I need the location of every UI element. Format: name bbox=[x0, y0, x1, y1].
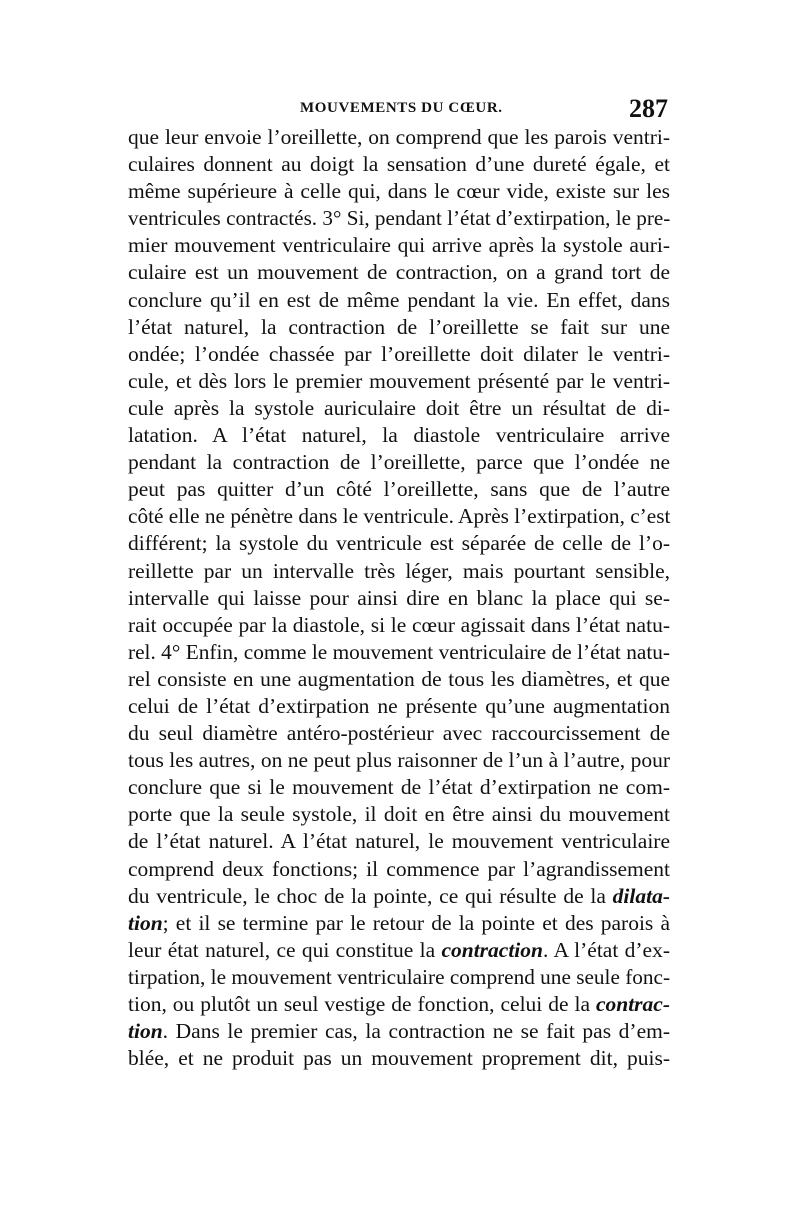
text-segment: différent; la systole du ventricule est séparée de celle de l’o- bbox=[128, 531, 670, 556]
text-line bbox=[128, 341, 670, 368]
text-segment: du ventricule, le choc de la pointe, ce qui résulte de la bbox=[128, 883, 613, 908]
text-segment: reillette par un intervalle très léger, mais pourtant sensible, bbox=[128, 558, 670, 583]
text-line bbox=[128, 828, 670, 855]
text-segment: porte que la seule systole, il doit en être ainsi du mouvement bbox=[128, 802, 670, 827]
text-line bbox=[128, 666, 670, 693]
running-title: MOUVEMENTS DU CŒUR. bbox=[300, 100, 503, 116]
text-line bbox=[128, 368, 670, 395]
text-segment: ventricules contractés. 3° Si, pendant l’état d’extirpation, le pre- bbox=[128, 206, 671, 231]
text-segment: culaire est un mouvement de contraction, on a grand tort de bbox=[128, 260, 670, 285]
text-segment: de l’état naturel. A l’état naturel, le mouvement ventriculaire bbox=[128, 829, 670, 854]
text-line bbox=[128, 720, 670, 747]
text-line bbox=[128, 259, 670, 286]
text-segment: rel. 4° Enfin, comme le mouvement ventriculaire de l’état natu- bbox=[128, 639, 671, 664]
text-segment: du seul diamètre antéro-postérieur avec raccourcissement de bbox=[128, 721, 670, 746]
text-line bbox=[128, 612, 670, 639]
text-line bbox=[128, 178, 670, 205]
text-line bbox=[128, 801, 670, 828]
text-segment: culaires donnent au doigt la sensation d’une dureté égale, et bbox=[128, 152, 670, 177]
text-line bbox=[128, 314, 670, 341]
text-segment: blée, et ne produit pas un mouvement proprement dit, puis- bbox=[128, 1046, 670, 1071]
text-segment: cule après la systole auriculaire doit être un résultat de di- bbox=[128, 395, 670, 420]
text-segment: ondée; l’ondée chassée par l’oreillette doit dilater le ventri- bbox=[128, 341, 670, 366]
text-line bbox=[128, 124, 670, 151]
text-segment: tous les autres, on ne peut plus raisonner de l’un à l’autre, pour bbox=[128, 748, 670, 773]
text-segment: côté elle ne pénètre dans le ventricule. Après l’extirpation, c’est bbox=[128, 504, 671, 529]
italic-term: contrac- bbox=[595, 992, 670, 1016]
text-line bbox=[128, 449, 670, 476]
text-line bbox=[128, 395, 670, 422]
text-segment: tion, ou plutôt un seul vestige de fonction, celui de la bbox=[128, 992, 596, 1016]
text-segment: comprend deux fonctions; il commence par l’agrandissement bbox=[128, 856, 670, 881]
text-line bbox=[128, 1045, 670, 1072]
text-line bbox=[128, 910, 670, 937]
text-line bbox=[128, 530, 670, 557]
page-number: 287 bbox=[629, 94, 668, 123]
text-segment: intervalle qui laisse pour ainsi dire en blanc la place qui se- bbox=[128, 585, 670, 610]
text-segment: tirpation, le mouvement ventriculaire comprend une seule fonc- bbox=[128, 964, 671, 989]
text-segment: peut pas quitter d’un côté l’oreillette, sans que de l’autre bbox=[128, 477, 670, 502]
text-segment: . Dans le premier cas, la contraction ne se fait pas d’em- bbox=[162, 1019, 670, 1044]
text-line bbox=[128, 585, 670, 612]
text-segment: l’état naturel, la contraction de l’oreillette se fait sur une bbox=[128, 314, 670, 339]
text-segment: mier mouvement ventriculaire qui arrive après la systole auri- bbox=[128, 233, 670, 258]
text-line bbox=[128, 151, 670, 178]
text-segment: leur état naturel, ce qui constitue la bbox=[128, 937, 442, 962]
text-segment: celui de l’état d’extirpation ne présente qu’une augmentation bbox=[128, 693, 670, 718]
text-line bbox=[128, 991, 670, 1018]
text-line bbox=[128, 503, 670, 530]
text-line bbox=[128, 205, 670, 232]
text-segment: . A l’état d’ex- bbox=[542, 937, 670, 962]
text-line bbox=[128, 639, 670, 666]
text-line bbox=[128, 558, 670, 585]
text-line bbox=[128, 856, 670, 883]
text-line bbox=[128, 476, 670, 503]
text-line bbox=[128, 747, 670, 774]
body-text bbox=[128, 124, 670, 1072]
text-segment: même supérieure à celle qui, dans le cœur vide, existe sur les bbox=[128, 179, 670, 204]
text-segment: rel consiste en une augmentation de tous les diamètres, et que bbox=[128, 666, 670, 691]
text-line bbox=[128, 964, 670, 991]
text-line bbox=[128, 883, 670, 910]
text-segment: conclure qu’il en est de même pendant la vie. En effet, dans bbox=[128, 287, 670, 312]
text-line bbox=[128, 937, 670, 964]
text-line bbox=[128, 693, 670, 720]
text-segment: que leur envoie l’oreillette, on comprend que les parois ventri- bbox=[128, 125, 670, 149]
text-segment: latation. A l’état naturel, la diastole ventriculaire arrive bbox=[128, 423, 670, 448]
text-line bbox=[128, 422, 670, 449]
running-head bbox=[128, 96, 668, 122]
italic-term: contraction bbox=[441, 937, 543, 962]
italic-term: tion bbox=[128, 910, 163, 935]
text-line bbox=[128, 1018, 670, 1045]
text-segment: conclure que si le mouvement de l’état d’extirpation ne com- bbox=[128, 775, 670, 800]
text-segment: pendant la contraction de l’oreillette, parce que l’ondée ne bbox=[128, 450, 670, 475]
text-segment: cule, et dès lors le premier mouvement présenté par le ventri- bbox=[128, 368, 670, 393]
text-segment: ; et il se termine par le retour de la pointe et des parois à bbox=[162, 910, 670, 935]
text-line bbox=[128, 774, 670, 801]
text-line bbox=[128, 232, 670, 259]
text-segment: rait occupée par la diastole, si le cœur agissait dans l’état natu- bbox=[128, 612, 670, 637]
text-line bbox=[128, 287, 670, 314]
italic-term: dilata- bbox=[612, 883, 670, 908]
italic-term: tion bbox=[128, 1019, 163, 1044]
